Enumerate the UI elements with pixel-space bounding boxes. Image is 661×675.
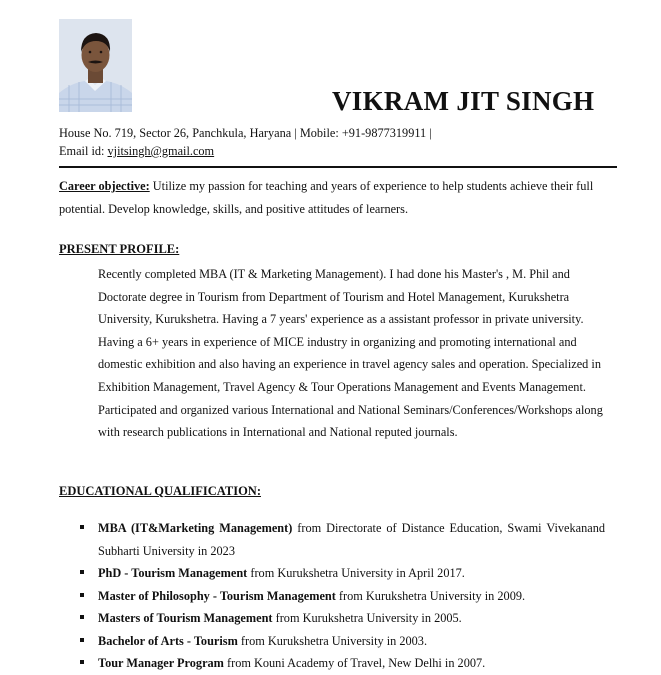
degree-detail: from Kurukshetra University in 2005. (272, 611, 462, 625)
degree-detail: from Kouni Academy of Travel, New Delhi in 2007. (223, 656, 486, 670)
degree-detail: from Kurukshetra University in 2003. (237, 633, 428, 648)
email-link[interactable]: vjitsingh@gmail.com (107, 144, 215, 158)
degree-name: Bachelor of Arts - Tourism (98, 633, 238, 648)
education-heading: EDUCATIONAL QUALIFICATION: (59, 484, 261, 498)
career-objective (59, 175, 605, 221)
career-objective-text: Utilize my passion for teaching and years of experience to help students achieve their full potential. Develop knowledge, skills, and positive attitudes of learners. (59, 179, 594, 216)
email-line (59, 142, 432, 160)
list-item (59, 607, 605, 630)
degree-detail: from Kurukshetra University in April 2017. (247, 566, 465, 580)
degree-name: MBA (IT&Marketing Management) (98, 521, 293, 535)
bullet-icon (80, 570, 84, 574)
degree-name: PhD - Tourism Management (98, 566, 248, 580)
present-profile-text: Recently completed MBA (IT & Marketing Management). I had done his Master's , M. Phil and Doctorate degree in Tourism from Department of Tourism and Hotel Management, Kurukshetra University, Kurukshetra. Having a 7 years' experience as a assistant professor in private university. Having a 6+ years in experience of MICE industry in organizing and promoting international and domestic exhibition and also having an experience in travel agency sales and operation. Specialized in Exhibition Management, Travel Agency & Tour Operations Management and Events Management. Participated and organized various International and National Seminars/Conferences/Workshops along with research publications in International and National reputed journals. (98, 267, 603, 440)
degree-name: Master of Philosophy - Tourism Management (98, 588, 336, 603)
header-divider (59, 166, 617, 168)
bullet-icon (80, 660, 84, 664)
profile-photo (59, 19, 132, 112)
list-item (59, 585, 605, 608)
present-profile-heading: PRESENT PROFILE: (59, 242, 180, 256)
bullet-icon (80, 638, 84, 642)
list-item (59, 652, 605, 675)
bullet-icon (80, 525, 84, 529)
education-list (59, 517, 605, 675)
email-label: Email id: (59, 144, 108, 158)
address-line: House No. 719, Sector 26, Panchkula, Haryana | Mobile: +91-9877319911 | (59, 126, 432, 140)
degree-name: Tour Manager Program (98, 656, 224, 670)
contact-info (59, 124, 432, 160)
degree-name: Masters of Tourism Management (98, 611, 273, 625)
list-item (59, 630, 605, 653)
bullet-icon (80, 615, 84, 619)
degree-detail: from Kurukshetra University in 2009. (335, 588, 526, 603)
candidate-name: VIKRAM JIT SINGH (332, 86, 595, 116)
degree-detail: from Directorate of Distance Education, Swami Vivekanand Subharti University in 2023 (98, 521, 605, 558)
list-item (59, 562, 605, 585)
bullet-icon (80, 593, 84, 597)
list-item (59, 517, 605, 562)
career-objective-label: Career objective: (59, 179, 150, 193)
